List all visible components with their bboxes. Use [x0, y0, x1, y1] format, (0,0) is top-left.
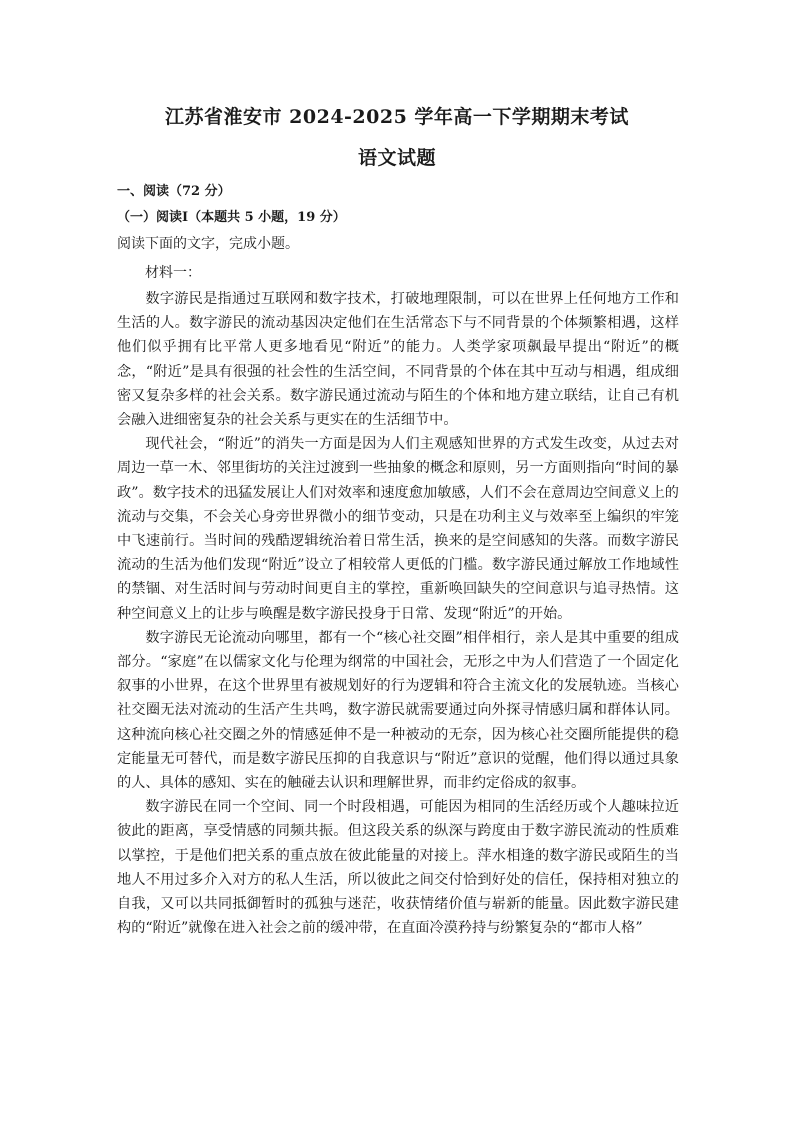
passage-paragraph: 数字游民是指通过互联网和数字技术，打破地理限制，可以在世界上任何地方工作和生活的人。数字游民的流动基因决定他们在生活常态下与不同背景的个体频繁相遇，这样他们似乎拥有比平常人更多地看见“附近”的能力。人类学家项飙最早提出“附近”的概念，“附近”是具有很强的社会性的生活空间，不同背景的个体在其中互动与相遇，组成细密又复杂多样的社会关系。数字游民通过流动与陌生的个体和地方建立联结，让自己有机会融入进细密复杂的社会关系与更实在的生活细节中。 — [117, 291, 679, 429]
exam-subtitle: 语文试题 — [357, 147, 436, 169]
passage-body — [117, 287, 679, 940]
exam-title: 江苏省淮安市 2024-2025 学年高一下学期期末考试 — [165, 106, 629, 128]
subsection-heading: （一）阅读Ⅰ（本题共 5 小题，19 分） — [117, 210, 346, 225]
passage-paragraph: 数字游民无论流动向哪里，都有一个“核心社交圈”相伴相行，亲人是其中重要的组成部分。“家庭”在以儒家文化与伦理为纲常的中国社会，无形之中为人们营造了一个固定化叙事的小世界，在这个世界里有被规划好的行为逻辑和符合主流文化的发展轨迹。当核心社交圈无法对流动的生活产生共鸣，数字游民就需要通过向外探寻情感归属和群体认同。这种流向核心社交圈之外的情感延伸不是一种被动的无奈，因为核心社交圈所能提供的稳定能量无可替代，而是数字游民压抑的自我意识与“附近”意识的觉醒，他们得以通过具象的人、具体的感知、实在的触碰去认识和理解世界，而非约定俗成的叙事。 — [117, 629, 679, 792]
passage-paragraph: 现代社会，“附近”的消失一方面是因为人们主观感知世界的方式发生改变，从过去对周边一草一木、邻里街坊的关注过渡到一些抽象的概念和原则，另一方面则指向“时间的暴政”。数字技术的迅猛发展让人们对效率和速度愈加敏感，人们不会在意周边空间意义上的流动与交集，不会关心身旁世界微小的细节变动，只是在功利主义与效率至上编织的牢笼中飞速前行。当时间的残酷逻辑统治着日常生活，换来的是空间感知的失落。而数字游民流动的生活为他们发现“附近”设立了相较常人更低的门槛。数字游民通过解放工作地域性的禁锢、对生活时间与劳动时间更自主的掌控，重新唤回缺失的空间意识与追寻热情。这种空间意义上的让步与唤醒是数字游民投身于日常、发现“附近”的开始。 — [117, 436, 679, 622]
reading-instruction: 阅读下面的文字，完成小题。 — [117, 236, 299, 252]
passage-paragraph: 数字游民在同一个空间、同一个时段相遇，可能因为相同的生活经历或个人趣味拉近彼此的距离，享受情感的同频共振。但这段关系的纵深与跨度由于数字游民流动的性质难以掌控，于是他们把关系的重点放在彼此能量的对接上。萍水相逢的数字游民或陌生的当地人不用过多介入对方的私人生活，所以彼此之间交付恰到好处的信任，保持相对独立的自我，又可以共同抵御暂时的孤独与迷茫，收获情绪价值与崭新的能量。因此数字游民建构的“附近”就像在进入社会之前的缓冲带，在直面冷漠矜持与纷繁复杂的“都市人格” — [117, 799, 679, 937]
section-heading: 一、阅读（72 分） — [117, 184, 231, 199]
material-label: 材料一： — [145, 265, 201, 281]
